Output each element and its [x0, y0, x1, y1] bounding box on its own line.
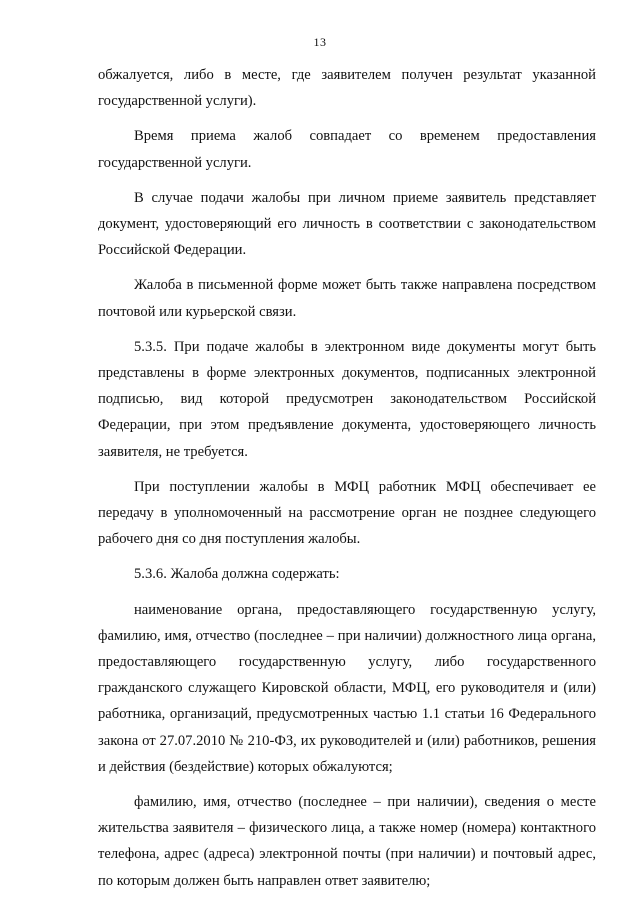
paragraph-personal-reception-identity: В случае подачи жалобы при личном приеме заявитель представляет документ, удостоверяющий его личность в соответствии с законодательством Российской Федерации.	[98, 189, 596, 259]
paragraph-complaint-contents-heading: 5.3.6. Жалоба должна содержать:	[134, 566, 340, 583]
paragraph-complaint-location-continuation: обжалуется, либо в месте, где заявителем получен результат указанной государственной услуги).	[98, 67, 596, 110]
paragraph-electronic-submission: 5.3.5. При подаче жалобы в электронном виде документы могут быть представлены в форме электронных документов, подписанных электронной подписью, вид которой предусмотрен законодательством Российской Федерации, при этом предъявление документа, удостоверяющего личность заявителя, не требуется.	[98, 338, 596, 460]
document-body	[98, 62, 596, 903]
page-number: 13	[313, 35, 327, 49]
paragraph-applicant-details: фамилию, имя, отчество (последнее – при наличии), сведения о месте жительства заявителя – физического лица, а также номер (номера) контактного телефона, адрес (адреса) электронной почты (при наличии) и почтовый адрес, по которым должен быть направлен ответ заявителю;	[98, 794, 596, 889]
paragraph-complaint-reception-time: Время приема жалоб совпадает со временем предоставления государственной услуги.	[98, 128, 596, 171]
paragraph-mfc-transfer: При поступлении жалобы в МФЦ работник МФЦ обеспечивает ее передачу в уполномоченный на рассмотрение орган не позднее следующего рабочего дня со дня поступления жалобы.	[98, 478, 596, 548]
paragraph-postal-submission: Жалоба в письменной форме может быть также направлена посредством почтовой или курьерской связи.	[98, 277, 596, 320]
paragraph-authority-name: наименование органа, предоставляющего государственную услугу, фамилию, имя, отчество (последнее – при наличии) должностного лица органа, предоставляющего государственную услугу, либо государственного гражданского служащего Кировской области, МФЦ, его руководителя и (или) работника, организаций, предусмотренных частью 1.1 статьи 16 Федерального закона от 27.07.2010 № 210-ФЗ, их руководителей и (или) работников, решения и действия (бездействие) которых обжалуются;	[98, 601, 596, 775]
